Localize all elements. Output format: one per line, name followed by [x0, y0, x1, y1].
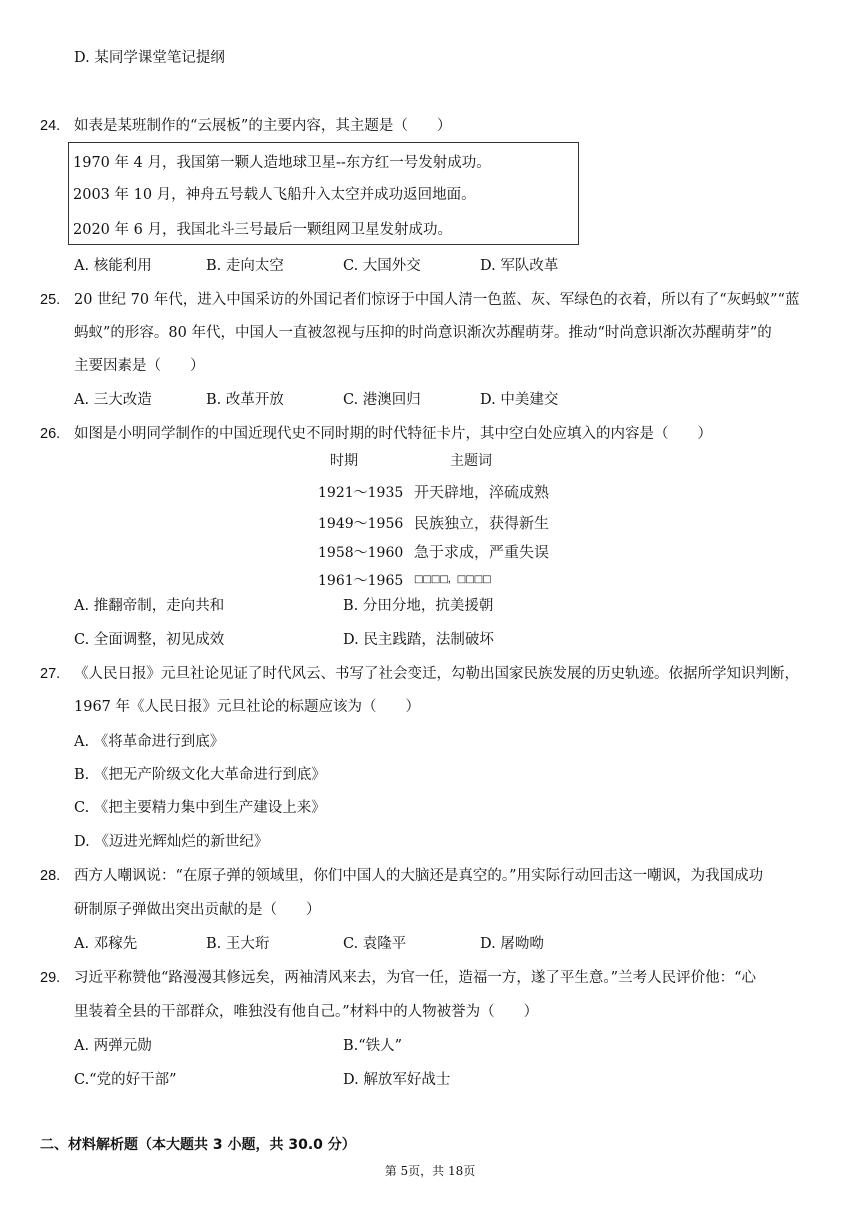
- era-feature-card: [316, 446, 556, 591]
- q28-option-b: B. 王大珩: [206, 936, 270, 952]
- q25-number: 25.: [40, 292, 61, 308]
- q29-option-a: A. 两弹元勋: [74, 1038, 152, 1054]
- q24-box-line: 2020 年 6 月，我国北斗三号最后一颗组网卫星发射成功。: [73, 222, 452, 238]
- q24-option-d: D. 军队改革: [480, 258, 559, 274]
- card-theme-blank: □□□□，□□□□: [414, 574, 491, 585]
- q29-stem-line: 习近平称赞他“路漫漫其修远矣，两袖清风来去，为官一任，造福一方，遂了平生意。”兰考人民评价他：“心: [74, 970, 756, 986]
- card-period: 1961～1965: [318, 573, 404, 589]
- q29-option-c: C.“党的好干部”: [74, 1072, 177, 1088]
- q25-stem-line: 主要因素是（ ）: [74, 358, 205, 374]
- q27-stem-line: 《人民日报》元旦社论见证了时代风云、书写了社会变迁，勾勒出国家民族发展的历史轨迹。依据所学知识判断，: [74, 666, 799, 682]
- page-footer: 第 5页，共 18页: [384, 1164, 476, 1178]
- q25-option-a: A. 三大改造: [74, 392, 152, 408]
- q24-option-b: B. 走向太空: [206, 258, 284, 274]
- q28-option-a: A. 邓稼先: [74, 936, 138, 952]
- q24-stem: 如表是某班制作的“云展板”的主要内容，其主题是（ ）: [74, 118, 452, 134]
- q26-stem: 如图是小明同学制作的中国近现代史不同时期的时代特征卡片，其中空白处应填入的内容是（ ）: [74, 426, 712, 442]
- q26-option-a: A. 推翻帝制，走向共和: [74, 598, 225, 614]
- card-period: 1949～1956: [318, 516, 404, 532]
- q27-option-a: A. 《将革命进行到底》: [74, 734, 225, 750]
- q25-option-d: D. 中美建交: [480, 392, 559, 408]
- q28-option-d: D. 屠呦呦: [480, 936, 544, 952]
- q27-option-d: D. 《迈进光辉灿烂的新世纪》: [74, 834, 269, 850]
- q27-number: 27.: [40, 666, 61, 682]
- q24-number: 24.: [40, 118, 61, 134]
- q25-option-c: C. 港澳回归: [343, 392, 421, 408]
- q23-option-d: D. 某同学课堂笔记提纲: [74, 50, 225, 66]
- q28-option-c: C. 袁隆平: [343, 936, 407, 952]
- q26-option-d: D. 民主践踏，法制破坏: [343, 632, 494, 648]
- q24-option-c: C. 大国外交: [343, 258, 421, 274]
- q29-option-b: B.“铁人”: [343, 1038, 403, 1054]
- card-header-period: 时期: [330, 453, 358, 469]
- section-heading: 二、材料解析题（本大题共 3 小题，共 30.0 分）: [40, 1137, 356, 1153]
- q28-stem-line: 研制原子弹做出突出贡献的是（ ）: [74, 902, 321, 918]
- q25-stem-line: 20 世纪 70 年代，进入中国采访的外国记者们惊讶于中国人清一色蓝、灰、军绿色的衣着，所以有了“灰蚂蚁”“蓝: [74, 292, 800, 308]
- q28-stem-line: 西方人嘲讽说：“在原子弹的领域里，你们中国人的大脑还是真空的。”用实际行动回击这一嘲讽，为我国成功: [74, 868, 764, 884]
- q26-option-b: B. 分田分地，抗美援朝: [343, 598, 494, 614]
- q27-option-b: B. 《把无产阶级文化大革命进行到底》: [74, 767, 326, 783]
- q28-number: 28.: [40, 868, 61, 884]
- q24-box-line: 2003 年 10 月，神舟五号载人飞船升入太空并成功返回地面。: [73, 187, 476, 203]
- card-period: 1921～1935: [318, 485, 404, 501]
- card-theme: 急于求成，严重失误: [414, 543, 550, 561]
- q26-number: 26.: [40, 426, 61, 442]
- card-theme: 民族独立，获得新生: [414, 514, 550, 532]
- q24-content-box: [68, 142, 579, 245]
- q29-number: 29.: [40, 970, 61, 986]
- q27-stem-line: 1967 年《人民日报》元旦社论的标题应该为（ ）: [74, 699, 421, 715]
- q29-stem-line: 里装着全县的干部群众，唯独没有他自己。”材料中的人物被誉为（ ）: [74, 1004, 539, 1020]
- card-header-theme: 主题词: [450, 453, 492, 469]
- card-theme: 开天辟地，淬硫成熟: [414, 483, 550, 501]
- q24-box-line: 1970 年 4 月，我国第一颗人造地球卫星--东方红一号发射成功。: [73, 155, 491, 171]
- q24-option-a: A. 核能利用: [74, 258, 152, 274]
- q29-option-d: D. 解放军好战士: [343, 1072, 451, 1088]
- q27-option-c: C. 《把主要精力集中到生产建设上来》: [74, 800, 326, 816]
- card-period: 1958～1960: [318, 545, 404, 561]
- q26-option-c: C. 全面调整，初见成效: [74, 632, 225, 648]
- q25-stem-line: 蚂蚁”的形容。80 年代，中国人一直被忽视与压抑的时尚意识渐次苏醒萌芽。推动“时尚意识渐次苏醒萌芽”的: [74, 325, 772, 341]
- q25-option-b: B. 改革开放: [206, 392, 284, 408]
